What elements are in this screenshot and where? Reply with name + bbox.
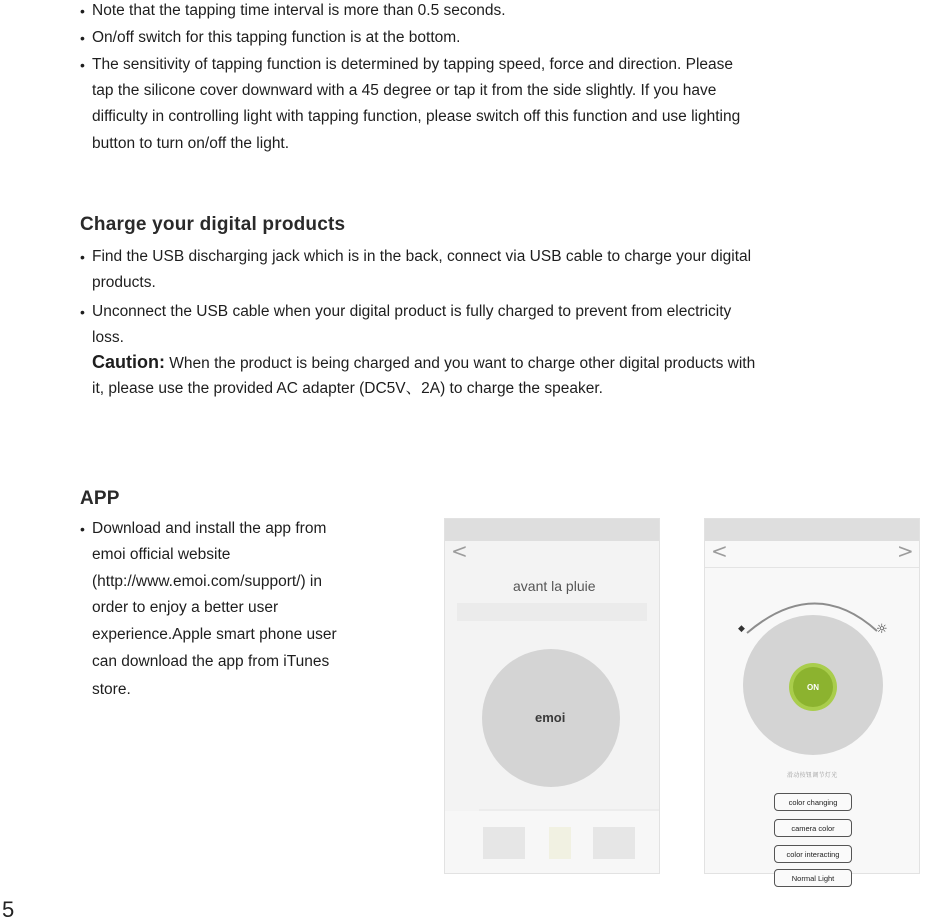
bottom-controls: [445, 811, 659, 873]
control-tile-left[interactable]: [483, 827, 525, 859]
app-line-2: emoi official website: [92, 546, 231, 563]
caution-text: When the product is being charged and you want to charge other digital products with: [164, 355, 756, 372]
status-bar: [445, 519, 659, 541]
normal-light-button-visible[interactable]: Normal Light: [774, 869, 852, 887]
bright-icon: ☼: [876, 622, 888, 637]
charge-bullet-1-cont: products.: [92, 274, 156, 291]
back-chevron-icon[interactable]: <: [711, 539, 728, 563]
placeholder-row: [457, 603, 647, 621]
app-line-7: store.: [92, 681, 131, 698]
on-button[interactable]: ON: [793, 667, 833, 707]
tapping-bullet-1: • Note that the tapping time interval is more than 0.5 seconds.: [92, 1, 506, 21]
tapping-bullet-3: • The sensitivity of tapping function is determined by tapping speed, force and direction. Please: [92, 55, 733, 75]
app-line-6: can download the app from iTunes: [92, 653, 330, 670]
app-line-5: experience.Apple smart phone user: [92, 626, 337, 643]
dim-icon: ◆: [738, 624, 745, 634]
phone-screen-lighting: [704, 518, 920, 874]
tapping-line-6: button to turn on/off the light.: [92, 135, 290, 152]
color-changing-button[interactable]: color changing: [774, 793, 852, 811]
charge-bullet-2-cont: loss.: [92, 329, 124, 346]
tapping-bullet-2: • On/off switch for this tapping function is at the bottom.: [92, 28, 460, 48]
color-interacting-button[interactable]: color interacting: [774, 845, 852, 863]
app-heading: APP: [80, 488, 120, 509]
camera-color-button[interactable]: camera color: [774, 819, 852, 837]
charge-bullet-1: • Find the USB discharging jack which is in the back, connect via USB cable to charge your digital: [92, 247, 751, 267]
app-line-3: (http://www.emoi.com/support/) in: [92, 573, 322, 590]
control-tile-middle[interactable]: [549, 827, 571, 859]
phone-screen-player: [444, 518, 660, 874]
tapping-line-5: difficulty in controlling light with tapping function, please switch off this function and use lighting: [92, 108, 741, 125]
tapping-line-4: tap the silicone cover downward with a 45 degree or tap it from the side slightly. If you have: [92, 82, 717, 99]
charge-heading: Charge your digital products: [80, 214, 346, 235]
back-chevron-icon[interactable]: <: [451, 539, 468, 563]
header-divider: [705, 567, 919, 568]
app-line-1: • Download and install the app from: [92, 519, 326, 539]
caution-line-2: it, please use the provided AC adapter (DC5V、2A) to charge the speaker.: [92, 380, 603, 397]
page-number: 5: [2, 897, 15, 922]
control-tile-right[interactable]: [593, 827, 635, 859]
song-title: avant la pluie: [513, 578, 596, 594]
charge-bullet-2: • Unconnect the USB cable when your digital product is fully charged to prevent from electricity: [92, 302, 731, 322]
forward-chevron-icon[interactable]: >: [897, 539, 914, 563]
app-line-4: order to enjoy a better user: [92, 599, 279, 616]
emoi-disc-label: emoi: [535, 710, 566, 725]
caution-line: [92, 352, 755, 374]
caution-label: Caution:: [92, 352, 165, 372]
slider-hint: 滑动按钮调节灯光: [787, 773, 838, 779]
status-bar: [705, 519, 919, 541]
